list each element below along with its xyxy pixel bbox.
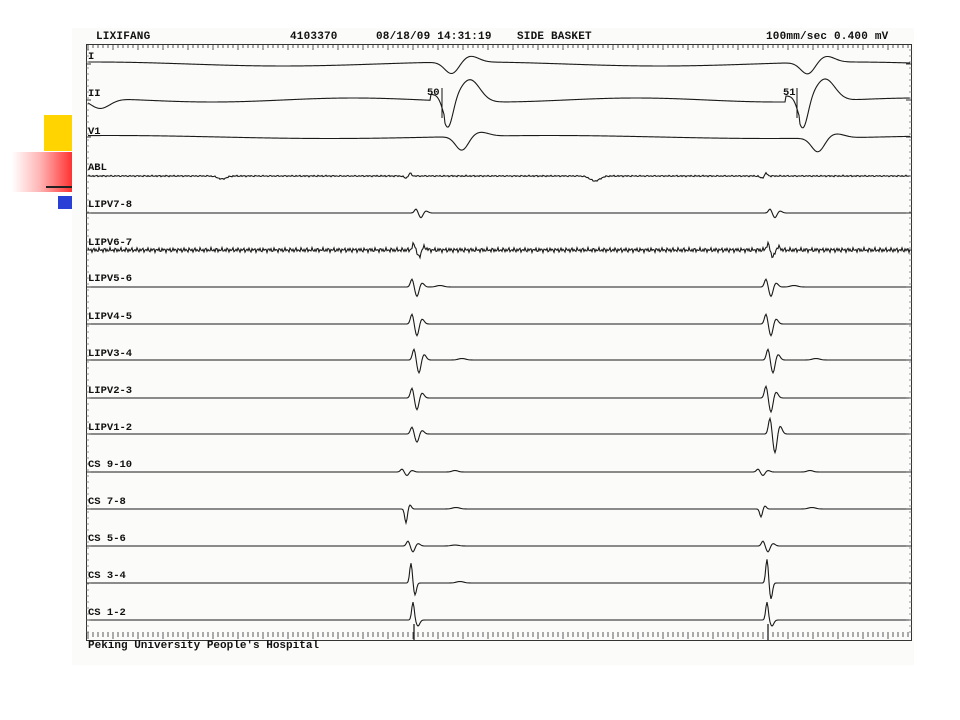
channel-label: LIPV5-6: [88, 273, 133, 285]
trace-line: [88, 505, 910, 523]
channel-label: LIPV1-2: [88, 422, 133, 434]
channel-label: LIPV4-5: [88, 311, 133, 323]
channel-label: LIPV7-8: [88, 199, 133, 211]
channel-label: CS 7-8: [88, 496, 126, 508]
institution-name: Peking University People's Hospital: [88, 640, 320, 652]
channel-label: ABL: [88, 162, 107, 174]
beat-number-50: 50: [427, 87, 440, 99]
record-mode: SIDE BASKET: [517, 31, 592, 43]
channel-label: I: [88, 51, 95, 63]
trace-line: [88, 541, 910, 552]
trace-line: [88, 386, 910, 412]
channel-label: CS 9-10: [88, 459, 133, 471]
record-id: 4103370: [290, 31, 338, 43]
channel-label: LIPV3-4: [88, 348, 133, 360]
trace-line: [88, 173, 910, 182]
trace-line: [88, 132, 910, 151]
trace-line: [88, 209, 910, 218]
trace-line: [88, 279, 910, 296]
channel-label: V1: [88, 126, 101, 138]
beat-number-51: 51: [783, 87, 796, 99]
channel-label: CS 1-2: [88, 607, 126, 619]
trace-line: [88, 418, 910, 452]
trace-line: [88, 349, 910, 372]
trace-line: [88, 559, 910, 599]
sweep-gain-settings: 100mm/sec 0.400 mV: [766, 31, 889, 43]
channel-label: CS 5-6: [88, 533, 126, 545]
channel-label: CS 3-4: [88, 570, 126, 582]
trace-line: [88, 242, 910, 257]
trace-line: [88, 602, 910, 626]
patient-name: LIXIFANG: [96, 31, 151, 43]
trace-line: [88, 314, 910, 335]
channel-label: II: [88, 88, 101, 100]
channel-label: LIPV6-7: [88, 237, 133, 249]
record-datetime: 08/18/09 14:31:19: [376, 31, 492, 43]
trace-line: [88, 469, 910, 475]
channel-label: LIPV2-3: [88, 385, 133, 397]
trace-line: [88, 56, 910, 73]
